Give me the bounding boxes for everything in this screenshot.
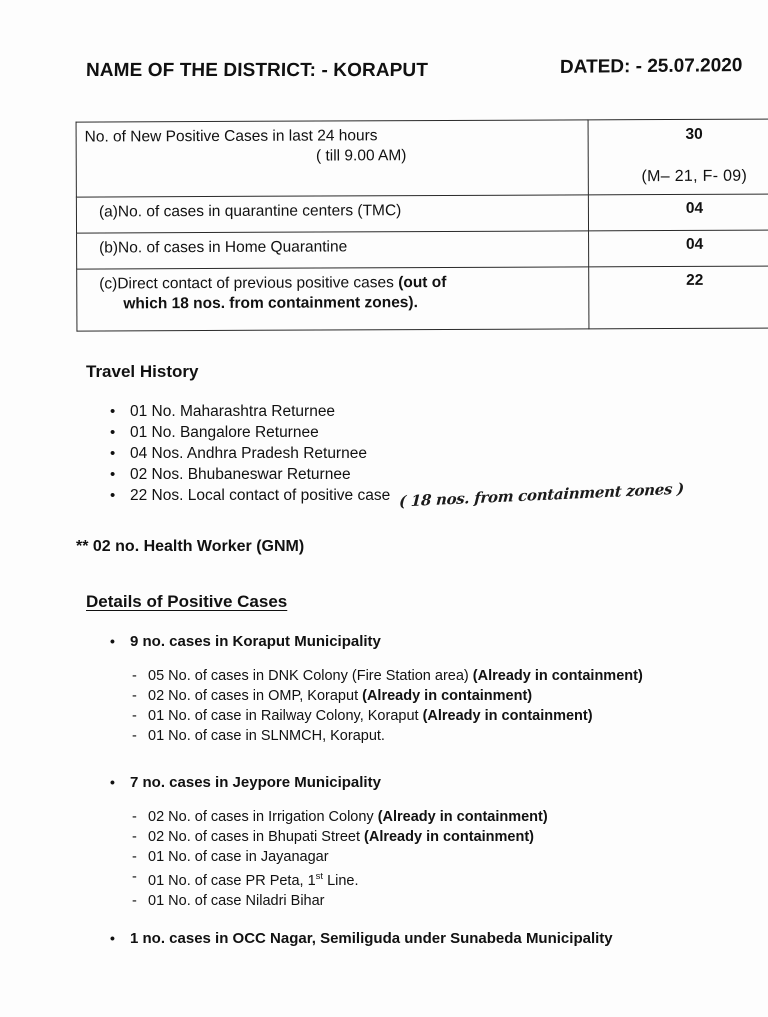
travel-item-text: 01 No. Maharashtra Returnee: [130, 403, 336, 420]
containment-tag: (Already in containment): [377, 809, 548, 825]
containment-tag: (Already in containment): [472, 668, 643, 684]
home-quarantine-count: 04: [685, 235, 704, 253]
case-location-text: 01 No. of case Niladri Bihar: [148, 892, 325, 909]
travel-item-text: 02 Nos. Bhubaneswar Returnee: [130, 466, 351, 483]
case-summary-table: [76, 118, 768, 331]
table-cell-label: [76, 194, 588, 232]
list-item: [148, 726, 643, 746]
home-quarantine-label: (b)No. of cases in Home Quarantine: [99, 237, 348, 257]
new-cases-label-line2: ( till 9.00 AM): [315, 147, 407, 165]
municipality-group-koraput: [130, 632, 643, 746]
municipality-group-jeypore: [130, 773, 548, 911]
table-row: [76, 119, 768, 197]
travel-item-text: 01 No. Bangalore Returnee: [130, 424, 319, 441]
municipality-heading: • 9 no. cases in Koraput Municipality: [130, 632, 643, 652]
quarantine-center-count: 04: [685, 199, 704, 217]
table-cell-label: [77, 230, 589, 268]
table-row: [76, 193, 768, 232]
table-cell-value: [589, 265, 768, 328]
list-item: [130, 479, 685, 511]
document-header: [85, 55, 768, 92]
municipality-case-list: [130, 807, 548, 911]
table-cell-label: [77, 266, 589, 330]
travel-history-heading: Travel History: [86, 362, 199, 381]
health-worker-note: ** 02 no. Health Worker (GNM): [76, 538, 305, 555]
case-location-text: 02 No. of cases in OMP, Koraput: [148, 688, 363, 704]
travel-item-text: 04 Nos. Andhra Pradesh Returnee: [130, 445, 367, 462]
list-item: [148, 827, 548, 847]
table-cell-value: [589, 229, 768, 266]
direct-contact-label-plain: (c)Direct contact of previous positive cases: [99, 273, 399, 293]
direct-contact-label-bold: (out of: [398, 273, 447, 291]
table-cell-value: [588, 193, 768, 230]
list-item: [148, 847, 548, 867]
district-name-title: NAME OF THE DISTRICT: - KORAPUT: [85, 60, 429, 81]
ordinal-suffix: st: [315, 871, 324, 882]
list-item: [130, 422, 684, 443]
details-of-positive-cases-heading: Details of Positive Cases: [86, 592, 288, 611]
table-row: [77, 229, 768, 268]
list-item: [148, 686, 643, 706]
municipality-case-list: [130, 666, 643, 746]
table-row: [77, 265, 768, 330]
municipality-heading: • 7 no. cases in Jeypore Municipality: [130, 773, 548, 793]
case-location-text: 01 No. of case PR Peta, 1: [148, 872, 316, 889]
list-item: [148, 867, 548, 891]
report-date: DATED: - 25.07.2020: [559, 55, 743, 78]
case-location-text-after: Line.: [323, 872, 359, 889]
quarantine-center-label: (a)No. of cases in quarantine centers (TMC): [98, 201, 402, 221]
table-cell-label: [76, 120, 588, 197]
containment-tag: (Already in containment): [362, 688, 533, 704]
case-location-text: 05 No. of cases in DNK Colony (Fire Station area): [148, 668, 473, 684]
case-location-text: 01 No. of case in Railway Colony, Koraput: [148, 708, 423, 724]
handwritten-annotation: ( 18 nos. from containment zones ): [398, 479, 685, 511]
case-location-text: 02 No. of cases in Irrigation Colony: [148, 809, 378, 825]
case-location-text: 01 No. of case in SLNMCH, Koraput.: [148, 728, 385, 744]
municipality-heading: • 1 no. cases in OCC Nagar, Semiliguda under Sunabeda Municipality: [130, 929, 613, 949]
new-cases-gender-breakdown: (M– 21, F- 09): [641, 168, 748, 186]
list-item: [130, 443, 684, 464]
list-item: [148, 807, 548, 827]
list-item: [148, 706, 643, 726]
containment-tag: (Already in containment): [364, 829, 535, 845]
case-location-text: 02 No. of cases in Bhupati Street: [148, 829, 365, 845]
list-item: [148, 891, 548, 911]
direct-contact-label-line2: which 18 nos. from containment zones).: [123, 294, 418, 313]
list-item: [148, 666, 643, 686]
containment-tag: (Already in containment): [422, 708, 593, 724]
list-item: [130, 401, 684, 422]
table-cell-value: [588, 119, 768, 194]
municipality-group-sunabeda: [130, 929, 613, 949]
direct-contact-count: 22: [686, 271, 704, 289]
travel-history-list: [130, 401, 685, 511]
new-cases-count: 30: [685, 125, 703, 143]
new-cases-label-line1: No. of New Positive Cases in last 24 hours: [84, 127, 378, 146]
travel-item-text: 22 Nos. Local contact of positive case: [130, 487, 391, 504]
case-location-text: 01 No. of case in Jayanagar: [148, 849, 329, 865]
